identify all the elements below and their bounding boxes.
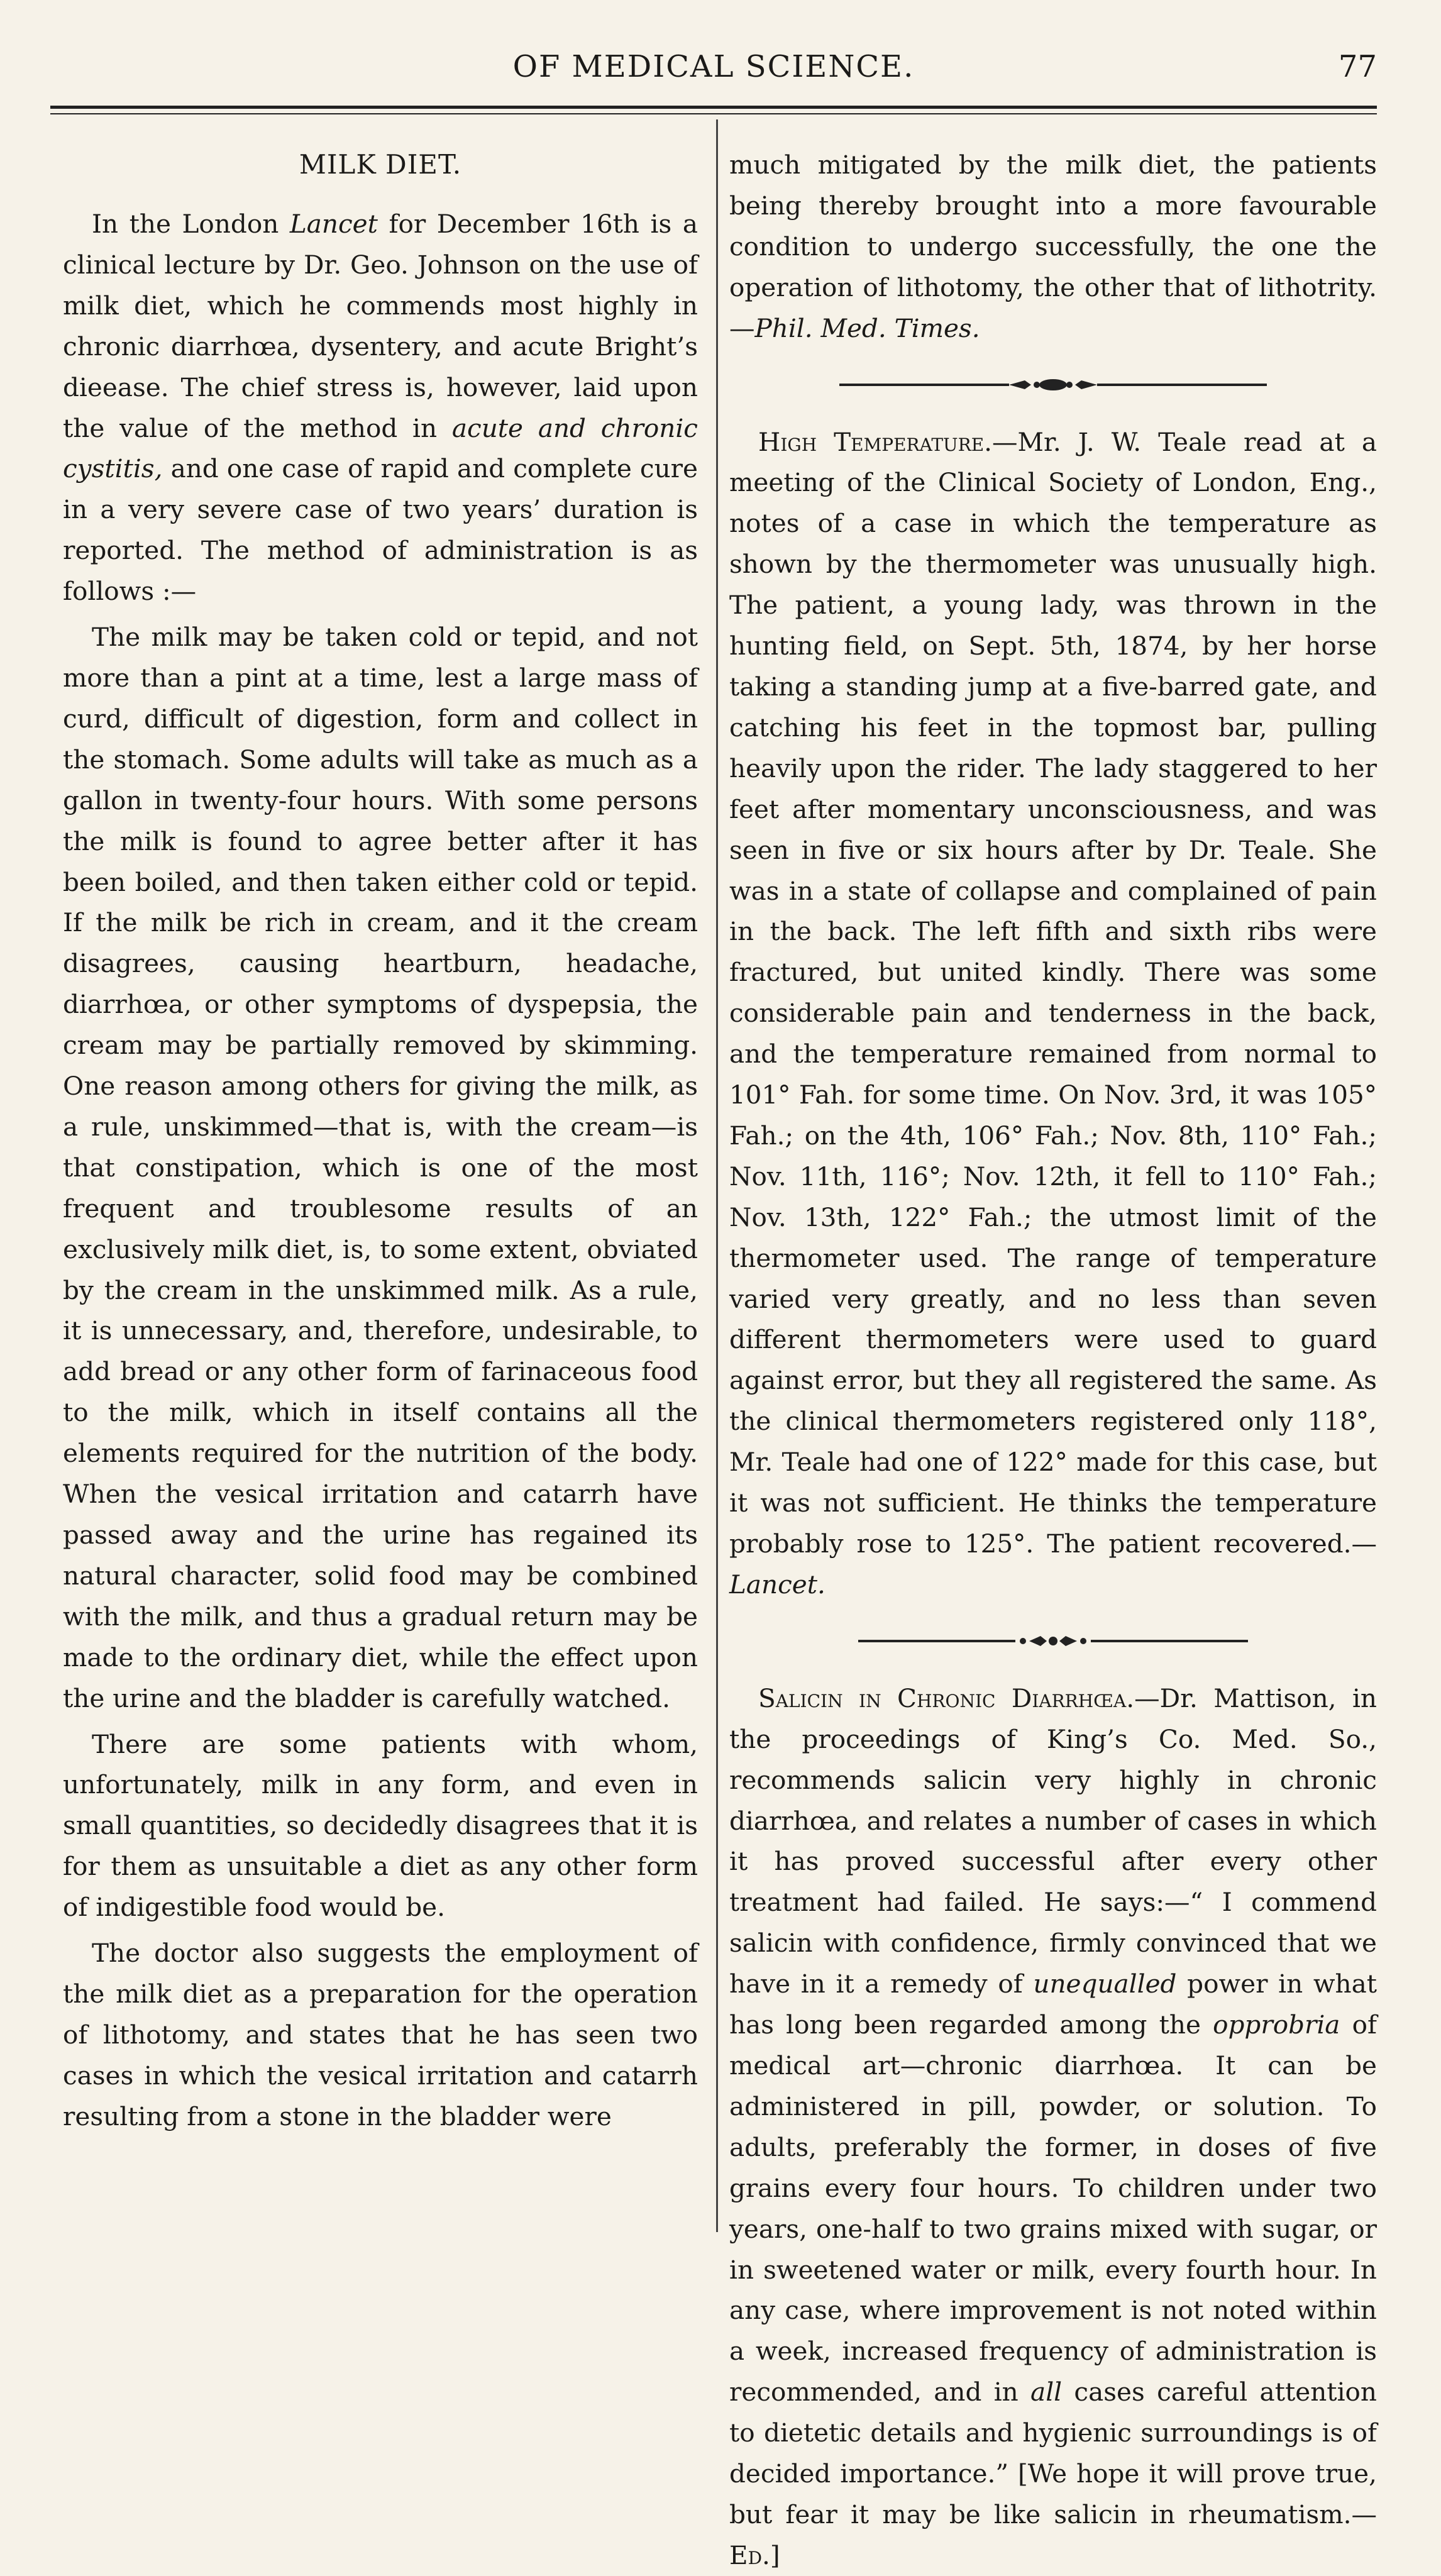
ornament-rule-icon bbox=[839, 377, 1267, 392]
milk-diet-paragraph-2: The milk may be taken cold or tepid, and not more than a pint at a time, lest a large mass of curd, difficult of digestion, form and collect in the stomach. Some adults will take as much as a gallon in twenty-four hours. With some persons the milk is found to agree better after it has been boiled, and then taken either cold or tepid. If the milk be rich in cream, and it the cream disagrees, causing heartburn, headache, diarrhœa, or other symptoms of dyspepsia, the cream may be partially removed by skimming. One reason among others for giving the milk, as a rule, unskimmed—that is, with the cream—is that constipation, which is one of the most frequent and troublesome results of an exclusively milk diet, is, to some extent, obviated by the cream in the unskimmed milk. As a rule, it is unnecessary, and, therefore, undesirable, to add bread or any other form of farinaceous food to the milk, which in itself contains all the elements required for the nutrition of the body. When the vesical irritation and catarrh have passed away and the urine has regained its natural character, solid food may be combined with the milk, and thus a gradual return may be made to the ordinary diet, while the effect upon the urine and the bladder is carefully watched. bbox=[63, 622, 698, 1713]
text-run: cases careful attention to dietetic details and hygienic surroundings is of decided importance.” [We hope it will prove true, but fear it may be like salicin in rheumatism.— bbox=[729, 2377, 1377, 2529]
italic-word: unequalled bbox=[1033, 1969, 1177, 1999]
milk-diet-continuation bbox=[729, 145, 1377, 349]
lancet-italic: Lancet bbox=[289, 209, 378, 239]
right-column bbox=[729, 145, 1377, 2576]
italic-word: all bbox=[1030, 2377, 1063, 2407]
text-run: —Mr. J. W. Teale read at a meeting of the Clinical Society of London, Eng., notes of a case in which the temperature as shown by the thermometer was unusually high. The patient, a young lady, was thrown in the hunting field, on Sept. 5th, 1874, by her horse taking a standing jump at a five-barred gate, and catching his feet in the topmost bar, pulling heavily upon the rider. The lady staggered to her feet after momentary unconsciousness, and was seen in five or six hours after by Dr. Teale. She was in a state of collapse and complained of pain in the back. The left fifth and sixth ribs were fractured, but united kindly. There was some considerable pain and tenderness in the back, and the temperature remained from normal to 101° Fah. for some time. On Nov. 3rd, it was 105° Fah.; on the 4th, 106° Fah.; Nov. 8th, 110° Fah.; Nov. 11th, 116°; Nov. 12th, it fell to 110° Fah.; Nov. 13th, 122° Fah.; the utmost limit of the thermometer used. The range of temperature varied very greatly, and no less than seven different thermometers were used to guard against error, but they all registered the same. As the clinical thermometers registered only 118°, Mr. Teale had one of 122° made for this case, but it was not sufficient. He thinks the temperature probably rose to 125°. The patient recovered.— bbox=[729, 426, 1377, 1559]
text-run: much mitigated by the milk diet, the patients being thereby brought into a more favourable condition to undergo successfully, the one the operation of lithotomy, the other that of lithotrity.— bbox=[729, 150, 1377, 343]
text-run: In the London bbox=[92, 209, 290, 239]
page-number: 77 bbox=[1338, 49, 1377, 84]
text-run: and one case of rapid and complete cure in a very severe case of two years’ duration is reported. The method of administration is as follows :— bbox=[63, 453, 698, 607]
source-citation: Phil. Med. Times. bbox=[754, 312, 980, 343]
salicin-article bbox=[729, 1678, 1377, 2576]
ornament-rule-icon bbox=[858, 1633, 1248, 1649]
text-run: power in what has long been regarded among the bbox=[729, 1969, 1378, 2040]
column-divider bbox=[716, 119, 718, 2232]
running-head: OF MEDICAL SCIENCE. bbox=[512, 49, 915, 84]
milk-diet-paragraph-1 bbox=[63, 204, 698, 612]
section-ornament bbox=[729, 375, 1377, 394]
high-temperature-article bbox=[729, 422, 1377, 1605]
cystitis-italic: acute and chronic cystitis, bbox=[63, 412, 698, 484]
left-column bbox=[63, 145, 698, 2137]
italic-word: opprobria bbox=[1213, 2009, 1340, 2040]
text-run: for December 16th is a clinical lecture by Dr. Geo. Johnson on the use of milk diet, which he commends most highly in chronic diarrhœa, dysentery, and acute Bright’s dieease. The chief stress is, however, laid upon the value of the method in bbox=[63, 209, 698, 443]
page-header bbox=[50, 38, 1377, 113]
source-citation: Lancet. bbox=[729, 1569, 825, 1600]
text-run: —Dr. Mattison, in the proceedings of King’s Co. Med. So., recommends salicin very highly in chronic diarrhœa, and relates a number of cases in which it has proved successful after every other treatment had failed. He says:—“ I commend salicin with confidence, firmly convinced that we have in it a remedy of bbox=[729, 1683, 1377, 1999]
text-run: ] bbox=[770, 2540, 780, 2570]
milk-diet-paragraph-3: There are some patients with whom, unfortunately, milk in any form, and even in small quantities, so decidedly disagrees that it is for them as unsuitable a diet as any other form of indigestible food would be. bbox=[63, 1728, 698, 1923]
section-ornament bbox=[729, 1632, 1377, 1650]
editor-signature: Ed. bbox=[729, 2540, 770, 2570]
milk-diet-paragraph-4: The doctor also suggests the employment of the milk diet as a preparation for the operation of lithotomy, and states that he has seen two cases in which the vesical irritation and catarrh resulting from a stone in the bladder were bbox=[63, 1938, 698, 2131]
header-rule-thin bbox=[50, 113, 1377, 114]
milk-diet-title: MILK DIET. bbox=[299, 149, 462, 180]
salicin-heading: Salicin in Chronic Diarrhœa. bbox=[758, 1683, 1135, 1713]
high-temperature-heading: High Temperature. bbox=[758, 426, 993, 457]
text-run: of medical art—chronic diarrhœa. It can be administered in pill, powder, or solution. To adults, preferably the former, in doses of five grains every four hours. To children under two years, one-half to two grains mixed with sugar, or in sweetened water or milk, every fourth hour. In any case, where improvement is not noted within a week, increased frequency of administration is recommended, and in bbox=[729, 2009, 1377, 2407]
header-rule bbox=[50, 106, 1377, 109]
